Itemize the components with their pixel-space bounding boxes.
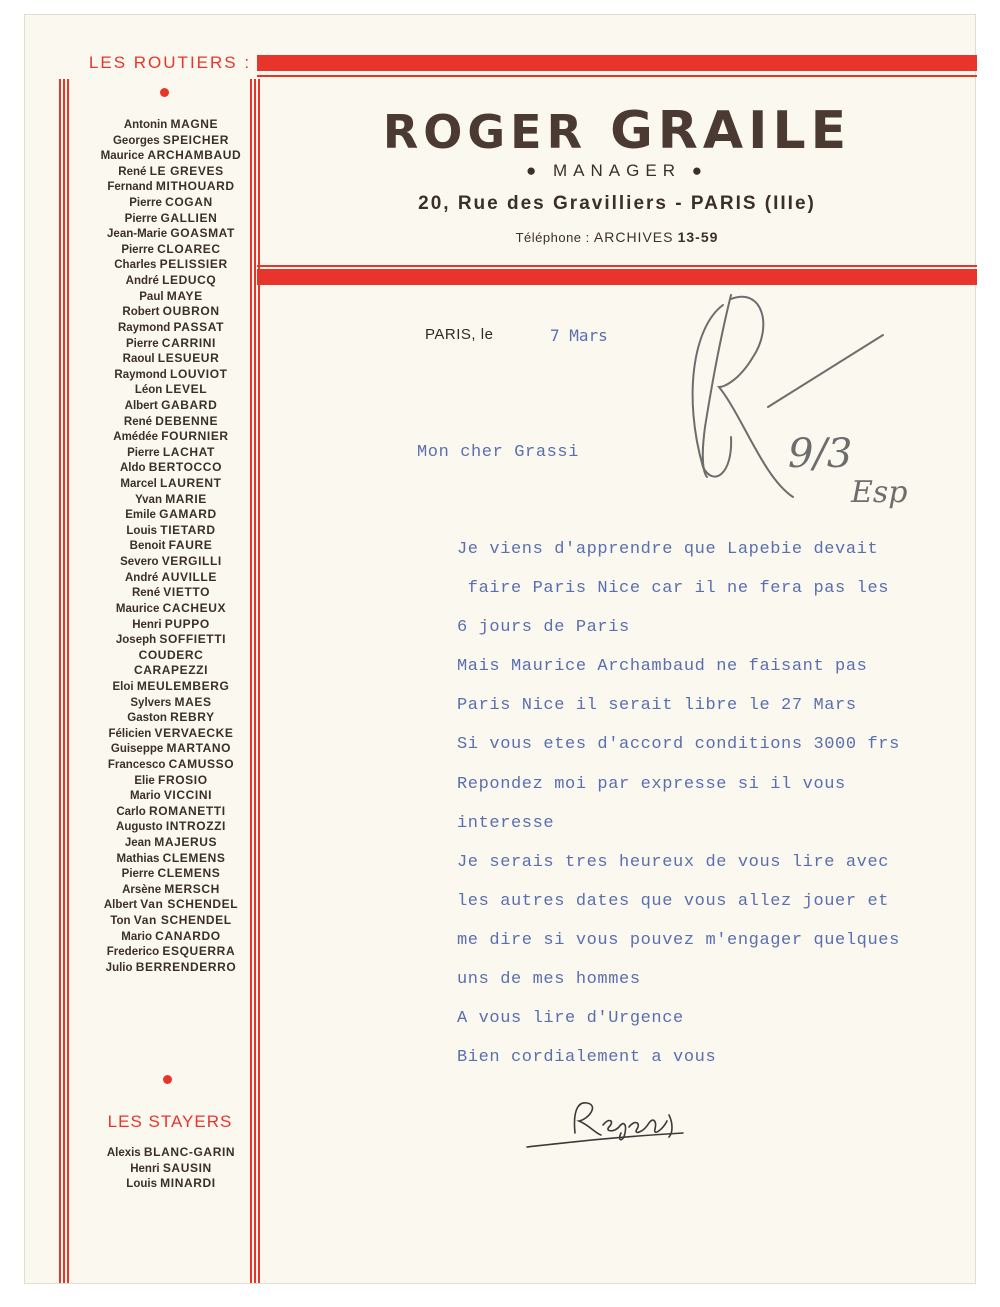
rider-entry [71,726,271,742]
rider-entry [71,211,271,227]
sidebar-rule-left-thin [67,79,69,1283]
last-name: MARTANO [166,741,232,756]
last-name: CARAPEZZI [133,663,209,678]
rider-entry [71,289,271,305]
letter-line: Bien cordialement a vous [457,1048,717,1068]
last-name: BLANC-GARIN [143,1145,236,1159]
first-name: Pierre [125,337,159,350]
first-name: Amédée [113,431,159,444]
last-name: Van SCHENDEL [133,913,232,928]
rider-entry [71,257,271,273]
signature [523,1093,693,1153]
rider-entry [71,429,271,445]
rider-entry [71,617,271,633]
rider-entry [71,741,271,757]
rider-entry [71,445,271,461]
rider-entry [71,960,271,976]
first-name: Aldo [119,462,146,475]
last-name: MAYE [166,288,203,303]
first-name: Gaston [127,712,167,725]
rider-entry [71,460,271,476]
letterhead-phone [257,229,977,245]
first-name: Benoit [129,540,166,553]
rider-entry [71,663,271,679]
last-name: OUBRON [162,304,220,319]
last-name: VERVAECKE [154,725,234,740]
stayer-entry [71,1161,271,1177]
stayers-title: LES STAYERS [107,1112,233,1131]
first-name: Augusto [116,821,163,834]
rider-entry [71,507,271,523]
rider-entry [71,882,271,898]
phone-number: 13-59 [677,229,719,245]
first-name: Mario [129,790,161,803]
last-name: SOFFIETTI [159,632,227,647]
letter-line: me dire si vous pouvez m'engager quelques [457,930,900,950]
first-name: Mathias [116,852,160,865]
rider-entry [71,570,271,586]
rider-entry [71,148,271,164]
first-name: Léon [134,384,163,397]
rider-entry [71,679,271,695]
last-name: COGAN [165,195,213,210]
rider-entry [71,648,271,664]
letter-line: Je serais tres heureux de vous lire avec [457,852,890,872]
last-name: MITHOUARD [155,179,235,194]
first-name: Pierre [127,446,160,459]
sidebar-rule-left-outer [59,79,61,1283]
letter-place: PARIS, le [425,326,494,343]
first-name: Félicien [108,727,152,740]
last-name: LESUEUR [157,351,220,366]
letterhead-last-name: GRAILE [610,101,852,161]
rider-entry [71,804,271,820]
letterhead-name [257,101,977,161]
first-name: Raoul [122,353,155,366]
rider-entry [71,929,271,945]
header-bottom-bar [257,269,977,285]
last-name: ROMANETTI [148,803,226,818]
last-name: CARRINI [161,335,216,350]
rider-entry [71,320,271,336]
last-name: MAJERUS [154,835,218,850]
last-name: LEDUCQ [162,273,217,288]
rider-entry [71,601,271,617]
first-name: Francesco [107,758,166,771]
first-name: André [125,571,159,584]
rider-entry [71,913,271,929]
annotation-note: Esp [851,475,908,510]
last-name: INTROZZI [165,819,226,834]
rider-entry [71,710,271,726]
last-name: MAGNE [170,117,219,131]
first-name: Henri [132,618,162,631]
letter-line: Si vous etes d'accord conditions 3000 frs [457,735,900,755]
letterhead-first-name: ROGER [382,105,588,159]
rider-entry [71,179,271,195]
rider-entry [71,133,271,149]
header-top-bar [257,55,977,71]
rider-entry [71,695,271,711]
last-name: PASSAT [173,319,225,334]
first-name: René [131,587,161,600]
phone-exchange: ARCHIVES [593,229,674,245]
rider-entry [71,632,271,648]
first-name: Raymond [114,368,167,381]
rider-entry [71,773,271,789]
last-name: PELISSIER [159,257,228,272]
last-name: LEVEL [165,382,208,397]
last-name: SPEICHER [162,132,230,147]
last-name: LACHAT [162,444,215,459]
last-name: FOURNIER [161,429,229,444]
rider-entry [71,585,271,601]
rider-entry [71,897,271,913]
first-name: Elie [134,774,155,787]
rider-entry [71,866,271,882]
last-name: CACHEUX [162,600,227,615]
letterhead-address: 20, Rue des Gravilliers - PARIS (IIIe) [418,193,816,214]
last-name: LAURENT [160,476,222,491]
last-name: MEULEMBERG [136,678,230,693]
letter-date: 7 Mars [550,326,608,345]
rider-entry [71,538,271,554]
routiers-dot [160,88,169,97]
rider-entry [71,492,271,508]
rider-entry [71,242,271,258]
stayer-entry [71,1176,271,1192]
last-name: GOASMAT [170,226,235,241]
last-name: COUDERC [138,647,204,662]
first-name: Sylvers [130,696,172,709]
letter-line: les autres dates que vous allez jouer et [457,891,890,911]
first-name: René [123,415,153,428]
last-name: LOUVIOT [170,366,228,381]
rider-entry [71,788,271,804]
last-name: CANARDO [155,928,221,943]
first-name: Mario [121,930,152,943]
rider-entry [71,195,271,211]
letter-body [457,539,900,1086]
last-name: CLEMENS [157,866,221,881]
rider-entry [71,523,271,539]
last-name: CLEMENS [162,850,226,865]
stayer-entry [71,1145,271,1161]
letter-line: Repondez moi par expresse si il vous [457,774,846,794]
first-name: Louis [126,1178,157,1191]
first-name: Pierre [121,243,154,256]
first-name: Pierre [124,212,158,225]
last-name: MERSCH [164,881,220,896]
last-name: GABARD [161,397,218,412]
first-name: Georges [112,134,160,147]
rider-entry [71,351,271,367]
first-name: Arsène [122,883,162,896]
last-name: GALLIEN [160,210,218,225]
rider-entry [71,414,271,430]
first-name: Guiseppe [110,743,164,756]
letter-line: Paris Nice il serait libre le 27 Mars [457,696,857,716]
first-name: René [118,165,147,178]
letter-line: A vous lire d'Urgence [457,1009,684,1029]
first-name: Carlo [116,805,146,818]
role-text: MANAGER [553,161,681,180]
first-name: Henri [130,1162,160,1175]
last-name: VERGILLI [161,554,222,569]
rider-entry [71,554,271,570]
last-name: DEBENNE [155,413,219,428]
letter-salutation: Mon cher Grassi [417,443,580,462]
last-name: TIETARD [160,522,216,537]
letterhead-role: ● MANAGER ● [526,161,708,180]
rider-entry [71,476,271,492]
letter-page [24,14,976,1284]
first-name: Antonin [123,119,168,131]
last-name: GAMARD [159,507,217,522]
first-name: Maurice [100,150,145,163]
last-name: Van SCHENDEL [140,897,239,912]
rider-entry [71,851,271,867]
first-name: Emile [125,509,156,522]
first-name: Jean [124,837,152,850]
rider-entry [71,398,271,414]
rider-entry [71,164,271,180]
rider-entry [71,835,271,851]
last-name: LE GREVES [149,163,224,178]
rider-entry [71,757,271,773]
last-name: VIETTO [163,585,211,600]
rider-entry [71,304,271,320]
rider-entry [71,226,271,242]
routiers-list [71,117,271,976]
first-name: Albert [124,399,158,412]
first-name: Robert [122,306,160,319]
last-name: SAUSIN [162,1160,212,1175]
header-bottom-rule [257,265,977,267]
last-name: PUPPO [164,616,210,631]
last-name: VICCINI [163,788,213,803]
last-name: MAES [174,694,212,709]
rider-entry [71,273,271,289]
last-name: FROSIO [158,772,208,787]
first-name: Maurice [115,602,160,615]
first-name: Fernand [107,181,153,194]
letter-line: 6 jours de Paris [457,618,630,638]
first-name: Charles [114,259,157,272]
phone-label: Téléphone : [515,230,590,245]
first-name: Frederico [106,946,160,959]
last-name: REBRY [170,710,215,725]
first-name: Joseph [115,634,157,647]
first-name: Ton [110,915,131,928]
first-name: André [125,275,159,288]
rider-entry [71,819,271,835]
stayers-dot [163,1075,172,1084]
last-name: ARCHAMBAUD [147,148,242,163]
last-name: ESQUERRA [162,944,236,959]
last-name: CAMUSSO [168,756,235,771]
last-name: AUVILLE [161,569,217,584]
first-name: Julio [105,961,133,974]
first-name: Pierre [121,868,155,881]
letter-line: uns de mes hommes [457,970,641,990]
last-name: BERRENDERRO [135,959,237,974]
rider-entry [71,382,271,398]
first-name: Paul [139,290,164,303]
rider-entry [71,117,271,133]
first-name: Albert [103,899,138,912]
pencil-initials-annotation [683,287,963,517]
rider-entry [71,336,271,352]
last-name: MARIE [165,491,207,506]
last-name: FAURE [168,538,213,553]
first-name: Jean-Marie [107,228,168,241]
header-top-rule [257,75,977,77]
sidebar-rule-left-inner [63,79,65,1283]
annotation-date: 9/3 [788,431,853,477]
rider-entry [71,944,271,960]
last-name: MINARDI [160,1176,216,1191]
first-name: Louis [126,524,158,537]
letter-line: faire Paris Nice car il ne fera pas les [457,579,890,599]
first-name: Alexis [106,1147,141,1159]
letter-line: Mais Maurice Archambaud ne faisant pas [457,657,868,677]
letter-line: Je viens d'apprendre que Lapebie devait [457,540,879,559]
first-name: Pierre [129,197,162,210]
rider-entry [71,367,271,383]
routiers-title: LES ROUTIERS : [88,53,252,72]
last-name: BERTOCCO [148,460,222,475]
first-name: Raymond [117,321,171,334]
last-name: CLOAREC [157,241,221,256]
first-name: Yvan [135,493,162,506]
letter-line: interesse [457,813,555,833]
stayers-list [71,1145,271,1192]
first-name: Eloi [112,680,134,693]
first-name: Severo [120,556,159,569]
first-name: Marcel [120,478,157,491]
